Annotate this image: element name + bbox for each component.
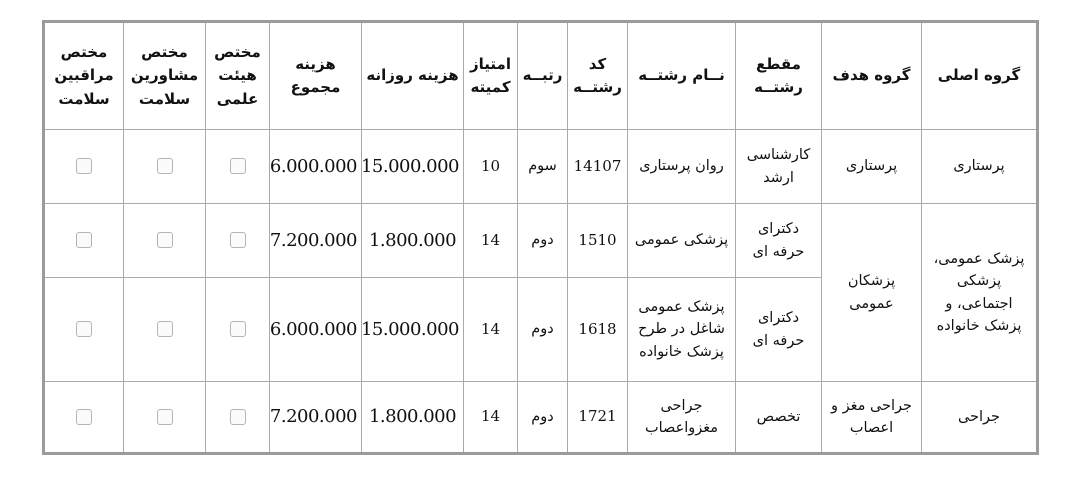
main-group-cell: پرستاری: [922, 130, 1038, 204]
caregivers-checkbox-cell: [44, 382, 124, 454]
faculty-checkbox-cell: [206, 130, 270, 204]
course-table-container: [42, 20, 1036, 452]
header-committee-score: امتیاز کمیته: [464, 22, 518, 130]
advisors-checkbox-cell: [124, 130, 206, 204]
header-degree: مقطع رشتــه: [736, 22, 822, 130]
target-group-cell: پزشکان عمومی: [822, 204, 922, 382]
faculty-checkbox[interactable]: [230, 158, 246, 174]
faculty-checkbox-cell: [206, 278, 270, 382]
header-daily-cost: هزینه روزانه: [362, 22, 464, 130]
caregivers-checkbox-cell: [44, 130, 124, 204]
faculty-checkbox-cell: [206, 204, 270, 278]
faculty-checkbox-cell: [206, 382, 270, 454]
header-target-group: گروه هدف: [822, 22, 922, 130]
header-rank: رتبــه: [518, 22, 568, 130]
field-code-cell: 1618: [568, 278, 628, 382]
field-name-cell: پزشکی عمومی: [628, 204, 736, 278]
rank-cell: سوم: [518, 130, 568, 204]
header-total-cost: هزینه مجموع: [270, 22, 362, 130]
header-health-caregivers-only: مختص مراقبین سلامت: [44, 22, 124, 130]
daily-cost-cell: 1.800.000: [362, 204, 464, 278]
score-cell: 14: [464, 382, 518, 454]
total-cost-cell: 7.200.000: [270, 382, 362, 454]
field-name-cell: روان پرستاری: [628, 130, 736, 204]
header-main-group: گروه اصلی: [922, 22, 1038, 130]
score-cell: 10: [464, 130, 518, 204]
degree-cell: تخصص: [736, 382, 822, 454]
table-row: [44, 204, 1038, 278]
total-cost-cell: 7.200.000: [270, 204, 362, 278]
faculty-checkbox[interactable]: [230, 409, 246, 425]
header-field-code: کد رشتــه: [568, 22, 628, 130]
field-name-cell: پزشک عمومی شاغل در طرح پزشک خانواده: [628, 278, 736, 382]
health-advisors-checkbox[interactable]: [157, 409, 173, 425]
score-cell: 14: [464, 278, 518, 382]
header-row: [44, 22, 1038, 130]
daily-cost-cell: 15.000.000: [362, 130, 464, 204]
field-code-cell: 14107: [568, 130, 628, 204]
advisors-checkbox-cell: [124, 204, 206, 278]
table-row: [44, 130, 1038, 204]
table-row: [44, 382, 1038, 454]
health-caregivers-checkbox[interactable]: [76, 409, 92, 425]
faculty-checkbox[interactable]: [230, 232, 246, 248]
target-group-cell: جراحی مغز و اعصاب: [822, 382, 922, 454]
health-advisors-checkbox[interactable]: [157, 321, 173, 337]
degree-cell: دکترای حرفه ای: [736, 204, 822, 278]
field-name-cell: جراحی مغزواعصاب: [628, 382, 736, 454]
rank-cell: دوم: [518, 278, 568, 382]
rank-cell: دوم: [518, 204, 568, 278]
total-cost-cell: 6.000.000: [270, 278, 362, 382]
field-code-cell: 1721: [568, 382, 628, 454]
target-group-cell: پرستاری: [822, 130, 922, 204]
rank-cell: دوم: [518, 382, 568, 454]
health-advisors-checkbox[interactable]: [157, 158, 173, 174]
field-code-cell: 1510: [568, 204, 628, 278]
health-caregivers-checkbox[interactable]: [76, 158, 92, 174]
advisors-checkbox-cell: [124, 278, 206, 382]
health-caregivers-checkbox[interactable]: [76, 321, 92, 337]
health-advisors-checkbox[interactable]: [157, 232, 173, 248]
caregivers-checkbox-cell: [44, 204, 124, 278]
advisors-checkbox-cell: [124, 382, 206, 454]
total-cost-cell: 6.000.000: [270, 130, 362, 204]
header-field-name: نــام رشتــه: [628, 22, 736, 130]
caregivers-checkbox-cell: [44, 278, 124, 382]
header-faculty-only: مختص هیئت علمی: [206, 22, 270, 130]
score-cell: 14: [464, 204, 518, 278]
course-table: [42, 20, 1039, 455]
main-group-cell: جراحی: [922, 382, 1038, 454]
header-health-advisors-only: مختص مشاورین سلامت: [124, 22, 206, 130]
health-caregivers-checkbox[interactable]: [76, 232, 92, 248]
degree-cell: دکترای حرفه ای: [736, 278, 822, 382]
faculty-checkbox[interactable]: [230, 321, 246, 337]
main-group-cell: پزشک عمومی، پزشکی اجتماعی، و پزشک خانواده: [922, 204, 1038, 382]
daily-cost-cell: 15.000.000: [362, 278, 464, 382]
degree-cell: کارشناسی ارشد: [736, 130, 822, 204]
daily-cost-cell: 1.800.000: [362, 382, 464, 454]
